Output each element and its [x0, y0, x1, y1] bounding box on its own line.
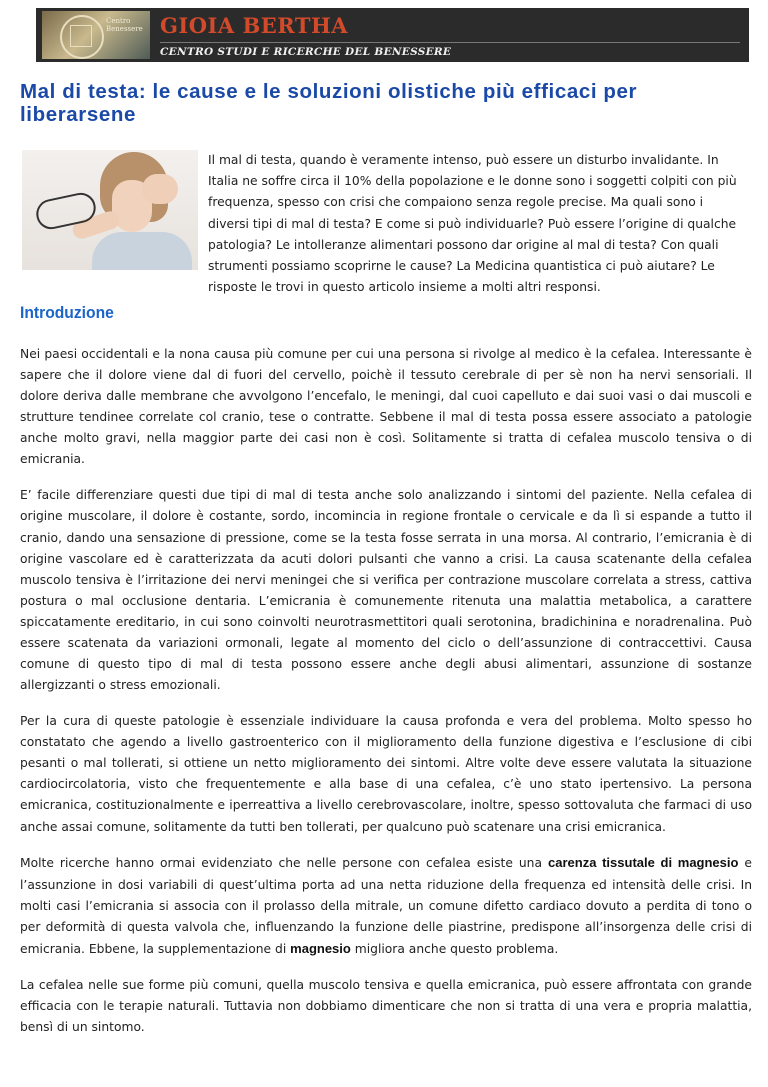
vitruvian-man-icon: [60, 15, 104, 59]
site-name: GIOIA BERTHA: [160, 13, 349, 38]
logo: [42, 11, 150, 59]
article-body: [20, 344, 752, 1053]
paragraph-text: migliora anche questo problema.: [350, 941, 559, 956]
header-banner: [36, 8, 749, 62]
logo-text: Centro Benessere: [106, 17, 143, 33]
paragraph: Per la cura di queste patologie è essenziale individuare la causa profonda e vera del problema. Molto spesso ho constatato che agendo a livello gastroenterico con il miglioramento della funzione digestiva e l’esclusione di cibi pesanti o mal tollerati, si ottiene un netto miglioramento dei sintomi. Altre volte deve essere valutata la situazione cardiocircolatoria, visto che frequentemente e alla base di una cefalea, c’è uno stato ipertensivo. La persona emicranica, costituzionalmente e iperreattiva a livello cerebrovascolare, inoltre, spesso sottovaluta che farmaci di uso anche assai comune, solitamente da tutti ben tollerati, per qualcuno può scatenare una crisi emicranica.: [20, 714, 752, 834]
site-subtitle: CENTRO STUDI E RICERCHE DEL BENESSERE: [160, 46, 452, 58]
paragraph-text: e l’assunzione in dosi variabili di quest’ultima porta ad una netta riduzione della frequenza ed intensità delle crisi. In molti casi l’emicrania si associa con il prolasso della mitrale, un comune difetto cardiaco dovuto a perdita di tono o per deformità di questa valvola che, influenzando la funzione delle piastrine, predispone all’insorgenza delle crisi di emicrania. Ebbene, la supplementazione di: [20, 856, 752, 956]
paragraph: E’ facile differenziare questi due tipi di mal di testa anche solo analizzando i sintomi del paziente. Nella cefalea di origine muscolare, il dolore è costante, sordo, incomincia in regione frontale o cervicale e da lì si espande a tutto il cranio, dando una sensazione di pressione, come se la testa fosse serrata in una morsa. Al contrario, l’emicrania è di origine vascolare ed è caratterizzata da acuti dolori pulsanti che vanno a crisi. La causa scatenante della cefalea muscolo tensiva è l’irritazione dei nervi meningei che si verifica per contrazione muscolare correlata a stress, cattiva postura o mal occlusione dentaria. L’emicrania è comunemente ritenuta una malattia metabolica, a carattere spiccatamente ereditario, in cui sono coinvolti neurotrasmettitori quali serotonina, bradichinina e noradrenalina. Può essere scatenata da variazioni ormonali, legate al momento del ciclo o dell’assunzione di contraccettivi. Causa comune di questo tipo di mal di testa possono essere anche degli abusi alimentari, assunzione di sostanze allergizzanti o stress emozionali.: [20, 488, 752, 693]
article-intro: Il mal di testa, quando è veramente intenso, può essere un disturbo invalidante. In Italia ne soffre circa il 10% della popolazione e le donne sono i soggetti colpiti con più frequenza, spesso con crisi che compaiono senza regole precise. Ma quali sono i diversi tipi di mal di testa? E come si può individuarle? Può essere l’origine di qualche patologia? Le intolleranze alimentari possono dar origine al mal di testa? Con quali strumenti possiamo scoprirne le cause? La Medicina quantistica ci può aiutare? Le risposte le trovi in questo articolo insieme a molti altri responsi.: [208, 153, 737, 295]
paragraph: La cefalea nelle sue forme più comuni, quella muscolo tensiva e quella emicranica, può essere affrontata con grande efficacia con le terapie naturali. Tuttavia non dobbiamo dimenticare che non si tratta di una vera e propria malattia, bensì di un sintomo.: [20, 977, 752, 1034]
banner-divider: [160, 42, 740, 43]
bold-term: magnesio: [290, 940, 351, 956]
paragraph-text: Molte ricerche hanno ormai evidenziato che nelle persone con cefalea esiste una: [20, 856, 548, 871]
paragraph: [20, 852, 752, 959]
headache-woman-photo: [22, 150, 198, 270]
paragraph: Nei paesi occidentali e la nona causa più comune per cui una persona si rivolge al medico è la cefalea. Interessante è sapere che il dolore viene dal di fuori del cervello, poichè il tessuto cerebrale di per sè non ha nervi sensoriali. Il dolore deriva dalle membrane che avvolgono l’encefalo, le meningi, dal cuoi capelluto e dai suoi vasi o dai muscoli e strutture tendinee correlate col cranio, tese o contratte. Sebbene il mal di testa possa essere associato a patologie anche molto gravi, nella maggior parte dei casi non è così. Solitamente si tratta di cefalea muscolo tensiva o di emicrania.: [20, 347, 752, 467]
article-title: Mal di testa: le cause e le soluzioni olistiche più efficaci per liberarsene: [20, 80, 638, 126]
bold-term: carenza tissutale di magnesio: [548, 855, 739, 871]
section-heading: Introduzione: [20, 303, 114, 322]
